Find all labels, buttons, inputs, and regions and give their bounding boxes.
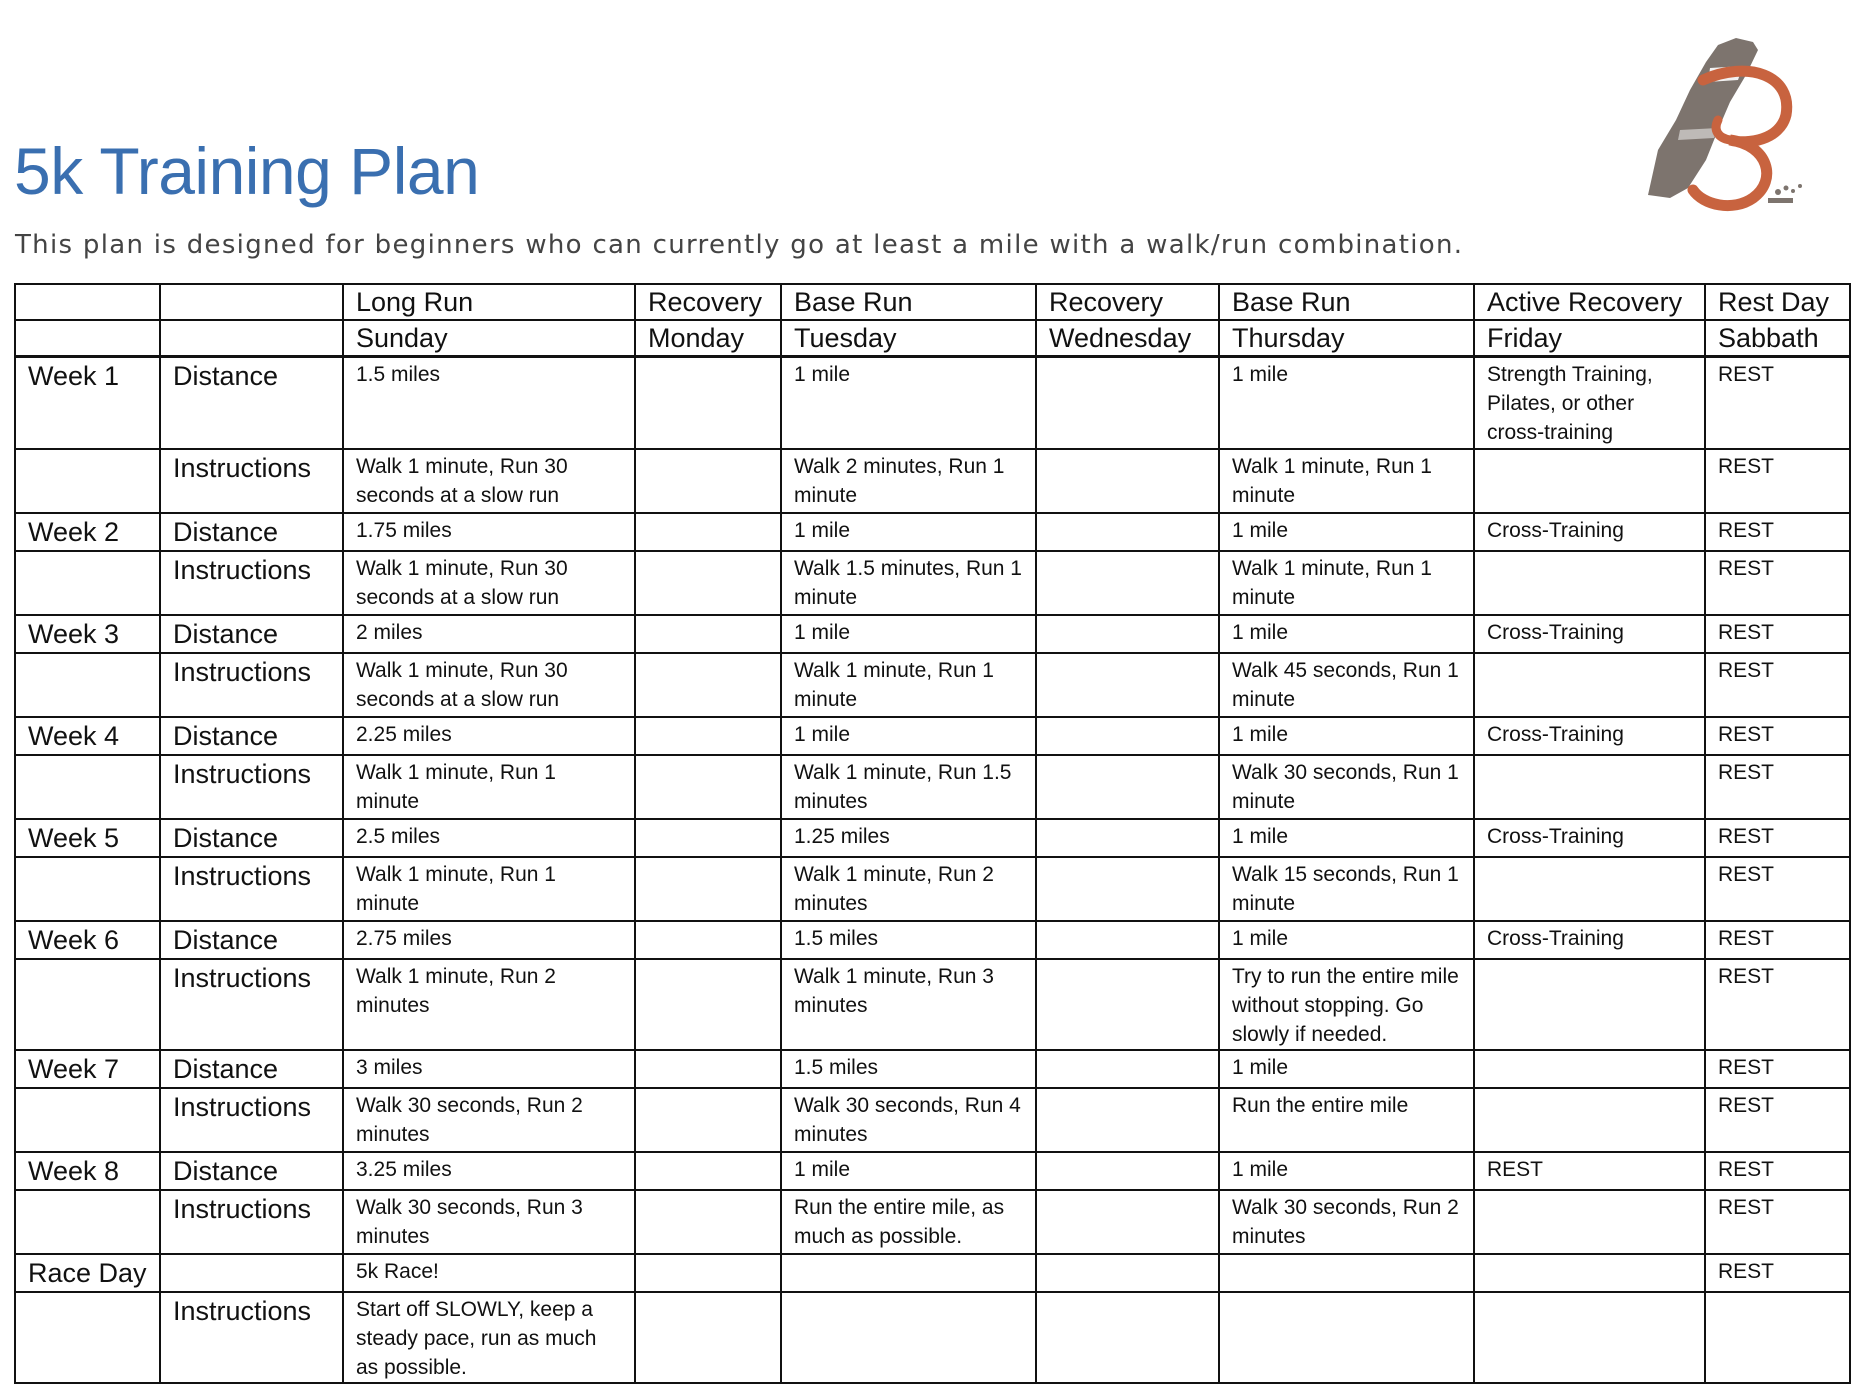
cell-wednesday bbox=[1036, 1088, 1219, 1152]
header-cell-sabbath: Sabbath bbox=[1705, 320, 1850, 357]
cell-tuesday: Walk 1 minute, Run 1.5 minutes bbox=[781, 755, 1036, 819]
cell-wednesday bbox=[1036, 959, 1219, 1050]
row-type-label: Instructions bbox=[160, 653, 343, 717]
week-label: Week 5 bbox=[15, 819, 160, 857]
cell-monday bbox=[635, 1190, 781, 1254]
cell-wednesday bbox=[1036, 857, 1219, 921]
row-type-label: Distance bbox=[160, 819, 343, 857]
cell-friday bbox=[1474, 755, 1705, 819]
row-type-label: Instructions bbox=[160, 449, 343, 513]
row-type-label: Distance bbox=[160, 357, 343, 450]
week-label bbox=[15, 1292, 160, 1383]
cell-sabbath: REST bbox=[1705, 1190, 1850, 1254]
table-row bbox=[15, 857, 1850, 921]
row-type-label: Instructions bbox=[160, 1088, 343, 1152]
table-row bbox=[15, 819, 1850, 857]
cell-sunday: Start off SLOWLY, keep a steady pace, run as much as possible. bbox=[343, 1292, 635, 1383]
cell-tuesday bbox=[781, 1254, 1036, 1292]
table-row bbox=[15, 1050, 1850, 1088]
cell-wednesday bbox=[1036, 449, 1219, 513]
header-row-workout-types bbox=[15, 284, 1850, 320]
table-row bbox=[15, 1152, 1850, 1190]
cell-monday bbox=[635, 513, 781, 551]
cell-monday bbox=[635, 1292, 781, 1383]
cell-sabbath: REST bbox=[1705, 717, 1850, 755]
cell-sunday: 5k Race! bbox=[343, 1254, 635, 1292]
table-row bbox=[15, 755, 1850, 819]
table-row bbox=[15, 551, 1850, 615]
cell-wednesday bbox=[1036, 513, 1219, 551]
cell-tuesday: Walk 2 minutes, Run 1 minute bbox=[781, 449, 1036, 513]
header-cell-sunday: Long Run bbox=[343, 284, 635, 320]
cell-tuesday: 1 mile bbox=[781, 513, 1036, 551]
cell-sabbath: REST bbox=[1705, 615, 1850, 653]
cell-sunday: 1.5 miles bbox=[343, 357, 635, 450]
cell-wednesday bbox=[1036, 1050, 1219, 1088]
cell-wednesday bbox=[1036, 717, 1219, 755]
cell-sunday: Walk 1 minute, Run 30 seconds at a slow run bbox=[343, 449, 635, 513]
table-row bbox=[15, 921, 1850, 959]
cell-thursday: Walk 1 minute, Run 1 minute bbox=[1219, 551, 1474, 615]
cell-monday bbox=[635, 653, 781, 717]
cell-thursday: Run the entire mile bbox=[1219, 1088, 1474, 1152]
cell-wednesday bbox=[1036, 819, 1219, 857]
row-type-label: Distance bbox=[160, 615, 343, 653]
week-label: Week 6 bbox=[15, 921, 160, 959]
cell-sabbath: REST bbox=[1705, 857, 1850, 921]
cell-sunday: Walk 1 minute, Run 30 seconds at a slow run bbox=[343, 653, 635, 717]
cell-sabbath: REST bbox=[1705, 1050, 1850, 1088]
week-label: Week 7 bbox=[15, 1050, 160, 1088]
cell-sunday: Walk 1 minute, Run 1 minute bbox=[343, 857, 635, 921]
cell-tuesday: 1 mile bbox=[781, 357, 1036, 450]
week-label: Week 8 bbox=[15, 1152, 160, 1190]
cell-tuesday: Walk 30 seconds, Run 4 minutes bbox=[781, 1088, 1036, 1152]
table-row bbox=[15, 1088, 1850, 1152]
cell-tuesday: Walk 1 minute, Run 3 minutes bbox=[781, 959, 1036, 1050]
cell-thursday: Walk 30 seconds, Run 2 minutes bbox=[1219, 1190, 1474, 1254]
cell-friday: Cross-Training bbox=[1474, 819, 1705, 857]
row-type-label: Distance bbox=[160, 1152, 343, 1190]
cell-friday bbox=[1474, 1050, 1705, 1088]
cell-sunday: Walk 1 minute, Run 2 minutes bbox=[343, 959, 635, 1050]
row-type-label: Instructions bbox=[160, 857, 343, 921]
header-cell-tuesday: Base Run bbox=[781, 284, 1036, 320]
page-subtitle: This plan is designed for beginners who can currently go at least a mile with a walk/run combination. bbox=[15, 230, 1464, 260]
cell-friday: Strength Training, Pilates, or other cross-training bbox=[1474, 357, 1705, 450]
header-cell-thursday: Thursday bbox=[1219, 320, 1474, 357]
cell-thursday: 1 mile bbox=[1219, 1152, 1474, 1190]
cell-tuesday: 1 mile bbox=[781, 615, 1036, 653]
week-label: Week 2 bbox=[15, 513, 160, 551]
week-label bbox=[15, 653, 160, 717]
cell-sunday: 3.25 miles bbox=[343, 1152, 635, 1190]
cell-thursday bbox=[1219, 1254, 1474, 1292]
cell-friday: Cross-Training bbox=[1474, 921, 1705, 959]
cell-thursday: 1 mile bbox=[1219, 921, 1474, 959]
cell-sunday: 3 miles bbox=[343, 1050, 635, 1088]
table-row bbox=[15, 959, 1850, 1050]
header-cell-wednesday: Wednesday bbox=[1036, 320, 1219, 357]
cell-thursday: 1 mile bbox=[1219, 357, 1474, 450]
cell-monday bbox=[635, 1152, 781, 1190]
cell-tuesday: 1.5 miles bbox=[781, 921, 1036, 959]
table-row bbox=[15, 513, 1850, 551]
header-cell-sabbath: Rest Day bbox=[1705, 284, 1850, 320]
cell-tuesday: Walk 1 minute, Run 1 minute bbox=[781, 653, 1036, 717]
header-cell-sunday: Sunday bbox=[343, 320, 635, 357]
cell-friday: REST bbox=[1474, 1152, 1705, 1190]
cell-friday bbox=[1474, 857, 1705, 921]
cell-sabbath: REST bbox=[1705, 755, 1850, 819]
cell-monday bbox=[635, 921, 781, 959]
cell-tuesday: 1 mile bbox=[781, 717, 1036, 755]
cell-thursday: 1 mile bbox=[1219, 615, 1474, 653]
cell-friday bbox=[1474, 959, 1705, 1050]
cell-sunday: 2 miles bbox=[343, 615, 635, 653]
cell-thursday: 1 mile bbox=[1219, 819, 1474, 857]
cell-thursday: Try to run the entire mile without stopping. Go slowly if needed. bbox=[1219, 959, 1474, 1050]
row-type-label: Distance bbox=[160, 921, 343, 959]
cell-wednesday bbox=[1036, 551, 1219, 615]
table-row bbox=[15, 1292, 1850, 1383]
header-cell-item-col bbox=[160, 284, 343, 320]
row-type-label: Distance bbox=[160, 513, 343, 551]
week-label bbox=[15, 1088, 160, 1152]
table-row bbox=[15, 357, 1850, 450]
cell-thursday bbox=[1219, 1292, 1474, 1383]
cell-sabbath: REST bbox=[1705, 513, 1850, 551]
cell-friday bbox=[1474, 551, 1705, 615]
header-cell-item-col bbox=[160, 320, 343, 357]
week-label bbox=[15, 755, 160, 819]
cell-sabbath: REST bbox=[1705, 449, 1850, 513]
cell-tuesday: 1.25 miles bbox=[781, 819, 1036, 857]
table-row bbox=[15, 717, 1850, 755]
cell-sabbath: REST bbox=[1705, 1254, 1850, 1292]
table-row bbox=[15, 449, 1850, 513]
week-label: Race Day bbox=[15, 1254, 160, 1292]
cell-sunday: 2.5 miles bbox=[343, 819, 635, 857]
header-cell-monday: Monday bbox=[635, 320, 781, 357]
cell-monday bbox=[635, 357, 781, 450]
table-row bbox=[15, 1254, 1850, 1292]
cell-wednesday bbox=[1036, 615, 1219, 653]
cell-monday bbox=[635, 551, 781, 615]
cell-sabbath: REST bbox=[1705, 921, 1850, 959]
cell-friday bbox=[1474, 1254, 1705, 1292]
week-label bbox=[15, 551, 160, 615]
header-row-days bbox=[15, 320, 1850, 357]
table-row bbox=[15, 653, 1850, 717]
table-row bbox=[15, 615, 1850, 653]
row-type-label: Instructions bbox=[160, 551, 343, 615]
cell-tuesday: Walk 1 minute, Run 2 minutes bbox=[781, 857, 1036, 921]
week-label: Week 1 bbox=[15, 357, 160, 450]
cell-monday bbox=[635, 959, 781, 1050]
cell-monday bbox=[635, 1050, 781, 1088]
cell-wednesday bbox=[1036, 357, 1219, 450]
week-label bbox=[15, 1190, 160, 1254]
week-label: Week 4 bbox=[15, 717, 160, 755]
cell-friday bbox=[1474, 449, 1705, 513]
cell-wednesday bbox=[1036, 1254, 1219, 1292]
cell-thursday: 1 mile bbox=[1219, 513, 1474, 551]
week-label bbox=[15, 959, 160, 1050]
training-plan-table bbox=[14, 283, 1851, 1384]
header-cell-week-col bbox=[15, 320, 160, 357]
header-cell-week-col bbox=[15, 284, 160, 320]
cell-sabbath: REST bbox=[1705, 551, 1850, 615]
cell-friday: Cross-Training bbox=[1474, 717, 1705, 755]
row-type-label: Instructions bbox=[160, 1292, 343, 1383]
cell-wednesday bbox=[1036, 755, 1219, 819]
week-label bbox=[15, 857, 160, 921]
cell-thursday: 1 mile bbox=[1219, 717, 1474, 755]
week-label bbox=[15, 449, 160, 513]
row-type-label: Instructions bbox=[160, 755, 343, 819]
cell-wednesday bbox=[1036, 921, 1219, 959]
cell-sabbath bbox=[1705, 1292, 1850, 1383]
cell-thursday: Walk 15 seconds, Run 1 minute bbox=[1219, 857, 1474, 921]
cell-sunday: Walk 30 seconds, Run 2 minutes bbox=[343, 1088, 635, 1152]
cell-wednesday bbox=[1036, 653, 1219, 717]
row-type-label: Instructions bbox=[160, 1190, 343, 1254]
cell-thursday: Walk 1 minute, Run 1 minute bbox=[1219, 449, 1474, 513]
header-cell-tuesday: Tuesday bbox=[781, 320, 1036, 357]
cell-wednesday bbox=[1036, 1292, 1219, 1383]
cell-monday bbox=[635, 449, 781, 513]
week-label: Week 3 bbox=[15, 615, 160, 653]
cell-tuesday bbox=[781, 1292, 1036, 1383]
running-shoe-logo-icon bbox=[1618, 20, 1818, 220]
cell-friday bbox=[1474, 1190, 1705, 1254]
row-type-label: Instructions bbox=[160, 959, 343, 1050]
cell-sunday: 2.75 miles bbox=[343, 921, 635, 959]
row-type-label bbox=[160, 1254, 343, 1292]
cell-friday bbox=[1474, 1088, 1705, 1152]
cell-sunday: Walk 1 minute, Run 1 minute bbox=[343, 755, 635, 819]
header-cell-wednesday: Recovery bbox=[1036, 284, 1219, 320]
cell-sabbath: REST bbox=[1705, 653, 1850, 717]
table-row bbox=[15, 1190, 1850, 1254]
cell-friday: Cross-Training bbox=[1474, 513, 1705, 551]
cell-sabbath: REST bbox=[1705, 959, 1850, 1050]
row-type-label: Distance bbox=[160, 717, 343, 755]
cell-friday bbox=[1474, 1292, 1705, 1383]
cell-monday bbox=[635, 1088, 781, 1152]
cell-monday bbox=[635, 755, 781, 819]
cell-sunday: Walk 30 seconds, Run 3 minutes bbox=[343, 1190, 635, 1254]
cell-thursday: Walk 30 seconds, Run 1 minute bbox=[1219, 755, 1474, 819]
cell-sunday: 2.25 miles bbox=[343, 717, 635, 755]
page-title: 5k Training Plan bbox=[14, 134, 480, 208]
cell-tuesday: Run the entire mile, as much as possible. bbox=[781, 1190, 1036, 1254]
cell-tuesday: 1.5 miles bbox=[781, 1050, 1036, 1088]
cell-monday bbox=[635, 717, 781, 755]
cell-wednesday bbox=[1036, 1152, 1219, 1190]
cell-thursday: Walk 45 seconds, Run 1 minute bbox=[1219, 653, 1474, 717]
cell-sunday: 1.75 miles bbox=[343, 513, 635, 551]
cell-friday: Cross-Training bbox=[1474, 615, 1705, 653]
cell-sabbath: REST bbox=[1705, 357, 1850, 450]
cell-sabbath: REST bbox=[1705, 1152, 1850, 1190]
cell-tuesday: Walk 1.5 minutes, Run 1 minute bbox=[781, 551, 1036, 615]
cell-monday bbox=[635, 819, 781, 857]
cell-monday bbox=[635, 1254, 781, 1292]
cell-friday bbox=[1474, 653, 1705, 717]
row-type-label: Distance bbox=[160, 1050, 343, 1088]
cell-wednesday bbox=[1036, 1190, 1219, 1254]
cell-monday bbox=[635, 857, 781, 921]
header-cell-friday: Friday bbox=[1474, 320, 1705, 357]
header-cell-thursday: Base Run bbox=[1219, 284, 1474, 320]
cell-thursday: 1 mile bbox=[1219, 1050, 1474, 1088]
header-cell-monday: Recovery bbox=[635, 284, 781, 320]
cell-sabbath: REST bbox=[1705, 1088, 1850, 1152]
cell-sabbath: REST bbox=[1705, 819, 1850, 857]
header-cell-friday: Active Recovery bbox=[1474, 284, 1705, 320]
cell-sunday: Walk 1 minute, Run 30 seconds at a slow run bbox=[343, 551, 635, 615]
cell-monday bbox=[635, 615, 781, 653]
cell-tuesday: 1 mile bbox=[781, 1152, 1036, 1190]
